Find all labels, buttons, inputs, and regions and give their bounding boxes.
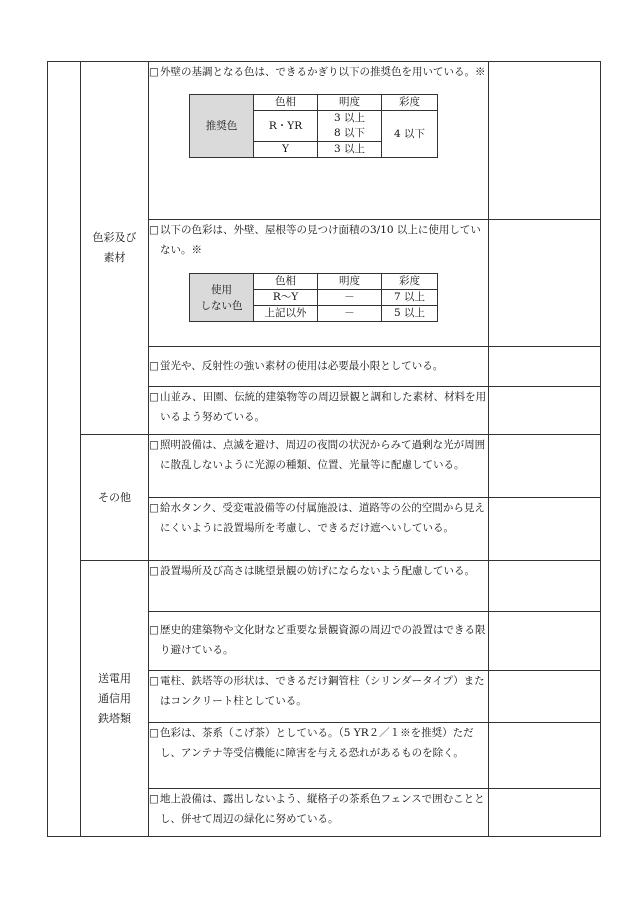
header-hue: 色相	[254, 274, 318, 290]
check-item-water-tank	[149, 498, 489, 561]
check-item-prohibited-color	[149, 220, 489, 347]
category-other	[81, 435, 149, 561]
category-label: 色彩及び	[92, 231, 137, 244]
header-hue: 色相	[254, 95, 318, 111]
prohibited-color-label	[190, 274, 254, 322]
check-item-pole-shape	[149, 671, 489, 723]
value-max: 8 以下	[333, 127, 366, 139]
hue-cell: R〜Y	[254, 290, 318, 306]
header-value: 明度	[318, 95, 382, 111]
check-item-fluorescent	[149, 347, 489, 387]
category-label: 素材	[103, 251, 126, 264]
checkbox-icon[interactable]: □	[149, 439, 159, 451]
label-line: しない色	[200, 299, 243, 312]
checkbox-icon[interactable]: □	[149, 66, 159, 78]
checkbox-icon[interactable]: □	[149, 360, 159, 372]
category-label: その他	[98, 490, 131, 504]
check-item-lighting	[149, 435, 489, 498]
category-label: 鉄塔類	[98, 711, 131, 725]
hue-cell: Y	[254, 142, 318, 158]
check-item-location-height	[149, 561, 489, 612]
item-text: 山並み、田園、伝統的建築物等の周辺景観と調和した素材、材料を用いるよう努めている。	[160, 391, 487, 423]
result-cell[interactable]	[489, 723, 601, 789]
checkbox-icon[interactable]: □	[149, 793, 159, 805]
hue-cell: 上記以外	[254, 306, 318, 322]
checkbox-icon[interactable]: □	[149, 502, 159, 514]
check-item-recommended-color	[149, 62, 489, 220]
header-chroma: 彩度	[382, 95, 438, 111]
result-cell[interactable]	[489, 561, 601, 612]
item-text: 外壁の基調となる色は、できるかぎり以下の推奨色を用いている。※	[160, 66, 486, 78]
hue-cell: R・YR	[254, 111, 318, 142]
checklist-table	[47, 61, 601, 837]
value-cell: 3 以上	[318, 142, 382, 158]
category-label: 送電用	[98, 671, 131, 685]
checkbox-icon[interactable]: □	[149, 675, 159, 687]
result-cell[interactable]	[489, 220, 601, 347]
label-line: 使用	[211, 283, 232, 296]
check-item-harmonious-material	[149, 387, 489, 435]
checklist-page	[47, 61, 600, 837]
check-item-ground-equipment	[149, 789, 489, 837]
item-text: 電柱、鉄塔等の形状は、できるだけ鋼管柱（シリンダータイプ）またはコンクリート柱としている。	[160, 675, 485, 707]
recommended-color-table	[189, 94, 438, 158]
item-text: 色彩は、茶系（こげ茶）としている。（5 YR２／１※を推奨）ただし、アンテナ等受信機能に障害を与える恐れがあるものを除く。	[160, 727, 474, 759]
left-margin-column	[48, 62, 81, 837]
value-cell: －	[318, 306, 382, 322]
category-color-material	[81, 62, 149, 435]
check-item-historic	[149, 612, 489, 671]
chroma-cell: 4 以下	[382, 111, 438, 158]
category-label: 通信用	[98, 691, 131, 705]
check-item-tower-color	[149, 723, 489, 789]
value-cell	[318, 111, 382, 142]
chroma-cell: 7 以上	[382, 290, 438, 306]
header-value: 明度	[318, 274, 382, 290]
item-text: 以下の色彩は、外壁、屋根等の見つけ面積の3/10 以上に使用していない。※	[160, 224, 481, 256]
item-text: 歴史的建築物や文化財など重要な景観資源の周辺での設置はできる限り避けている。	[160, 624, 486, 656]
item-text: 地上設備は、露出しないよう、縦格子の茶系色フェンスで囲むこととし、併せて周辺の緑化に努めている。	[160, 793, 485, 825]
item-text: 蛍光や、反射性の強い素材の使用は必要最小限としている。	[160, 360, 444, 372]
chroma-cell: 5 以上	[382, 306, 438, 322]
header-chroma: 彩度	[382, 274, 438, 290]
checkbox-icon[interactable]: □	[149, 391, 159, 403]
result-cell[interactable]	[489, 671, 601, 723]
checkbox-icon[interactable]: □	[149, 727, 159, 739]
checkbox-icon[interactable]: □	[149, 624, 159, 636]
result-cell[interactable]	[489, 612, 601, 671]
result-cell[interactable]	[489, 498, 601, 561]
prohibited-color-table	[189, 273, 438, 322]
value-min: 3 以上	[333, 112, 366, 124]
item-text: 照明設備は、点滅を避け、周辺の夜間の状況からみて過剰な光が周囲に散乱しないように光源の種類、位置、光量等に配慮している。	[160, 439, 486, 471]
result-cell[interactable]	[489, 62, 601, 220]
result-cell[interactable]	[489, 789, 601, 837]
value-cell: －	[318, 290, 382, 306]
item-text: 給水タンク、受変電設備等の付属施設は、道路等の公的空間から見えにくいように設置場所を考慮し、できるだけ遮へいしている。	[160, 502, 485, 534]
category-towers	[81, 561, 149, 837]
result-cell[interactable]	[489, 347, 601, 387]
result-cell[interactable]	[489, 387, 601, 435]
checkbox-icon[interactable]: □	[149, 565, 159, 577]
result-cell[interactable]	[489, 435, 601, 498]
item-text: 設置場所及び高さは眺望景観の妨げにならないよう配慮している。	[160, 565, 475, 577]
recommended-color-label: 推奨色	[190, 95, 254, 158]
checkbox-icon[interactable]: □	[149, 224, 159, 236]
